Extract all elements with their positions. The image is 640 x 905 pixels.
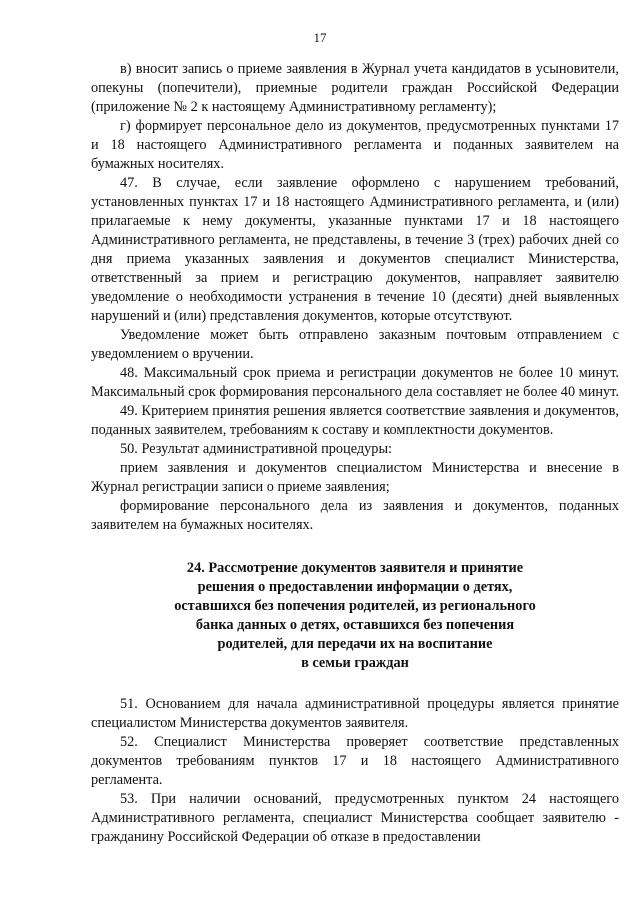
heading-line: банка данных о детях, оставшихся без попечения [195,617,515,633]
paragraph-53: 53. При наличии оснований, предусмотренных пунктом 24 настоящего Административного регламента, специалист Министерства сообщает заявителю - гражданину Российской Федерации об отказе в предоставлении [91,791,619,845]
document-body [91,60,619,847]
section-heading [91,559,619,673]
paragraph-notification: Уведомление может быть отправлено заказным почтовым отправлением с уведомлением о вручении. [91,327,619,362]
paragraph-v: в) вносит запись о приеме заявления в Журнал учета кандидатов в усыновители, опекуны (попечители), приемные родители граждан Российской Федерации (приложение № 2 к настоящему Административному регламенту); [91,61,619,115]
paragraph-g: г) формирует персональное дело из документов, предусмотренных пунктами 17 и 18 настоящего Административного регламента и поданных заявителем на бумажных носителях. [91,118,619,172]
page-number: 17 [313,30,327,45]
paragraph-50-item-2: формирование персонального дела из заявления и документов, поданных заявителем на бумажных носителях. [91,498,619,533]
paragraph-50: 50. Результат административной процедуры: [120,441,393,457]
heading-line: 24. Рассмотрение документов заявителя и принятие [186,560,524,576]
paragraph-47: 47. В случае, если заявление оформлено с нарушением требований, установленных пунктах 17 и 18 настоящего Административного регламента, и (или) прилагаемые к нему документы, указанные пунктами 17 и 18 настоящего Административного регламента, не представлены, в течение 3 (трех) рабочих дней со дня приема указанных заявления и документов специалист Министерства, ответственный за прием и регистрацию документов, направляет заявителю уведомление о необходимости устранения в течение 10 (десяти) дней выявленных нарушений и (или) представления документов, которые отсутствуют. [91,175,619,324]
paragraph-48: 48. Максимальный срок приема и регистрации документов не более 10 минут. Максимальный срок формирования персонального дела составляет не более 40 минут. [91,365,619,400]
paragraph-49: 49. Критерием принятия решения является соответствие заявления и документов, поданных заявителем, требованиям к составу и комплектности документов. [91,403,619,438]
paragraph-51: 51. Основанием для начала административной процедуры является принятие специалистом Министерства документов заявителя. [91,696,619,731]
heading-line: оставшихся без попечения родителей, из регионального [174,598,536,614]
paragraph-50-item-1: прием заявления и документов специалистом Министерства и внесение в Журнал регистрации записи о приеме заявления; [91,460,619,495]
heading-line: родителей, для передачи их на воспитание [217,636,493,652]
heading-line: в семьи граждан [301,655,409,671]
paragraph-52: 52. Специалист Министерства проверяет соответствие представленных документов требованиям пунктов 17 и 18 настоящего Административного регламента. [91,734,619,788]
heading-line: решения о предоставлении информации о детях, [197,579,513,595]
